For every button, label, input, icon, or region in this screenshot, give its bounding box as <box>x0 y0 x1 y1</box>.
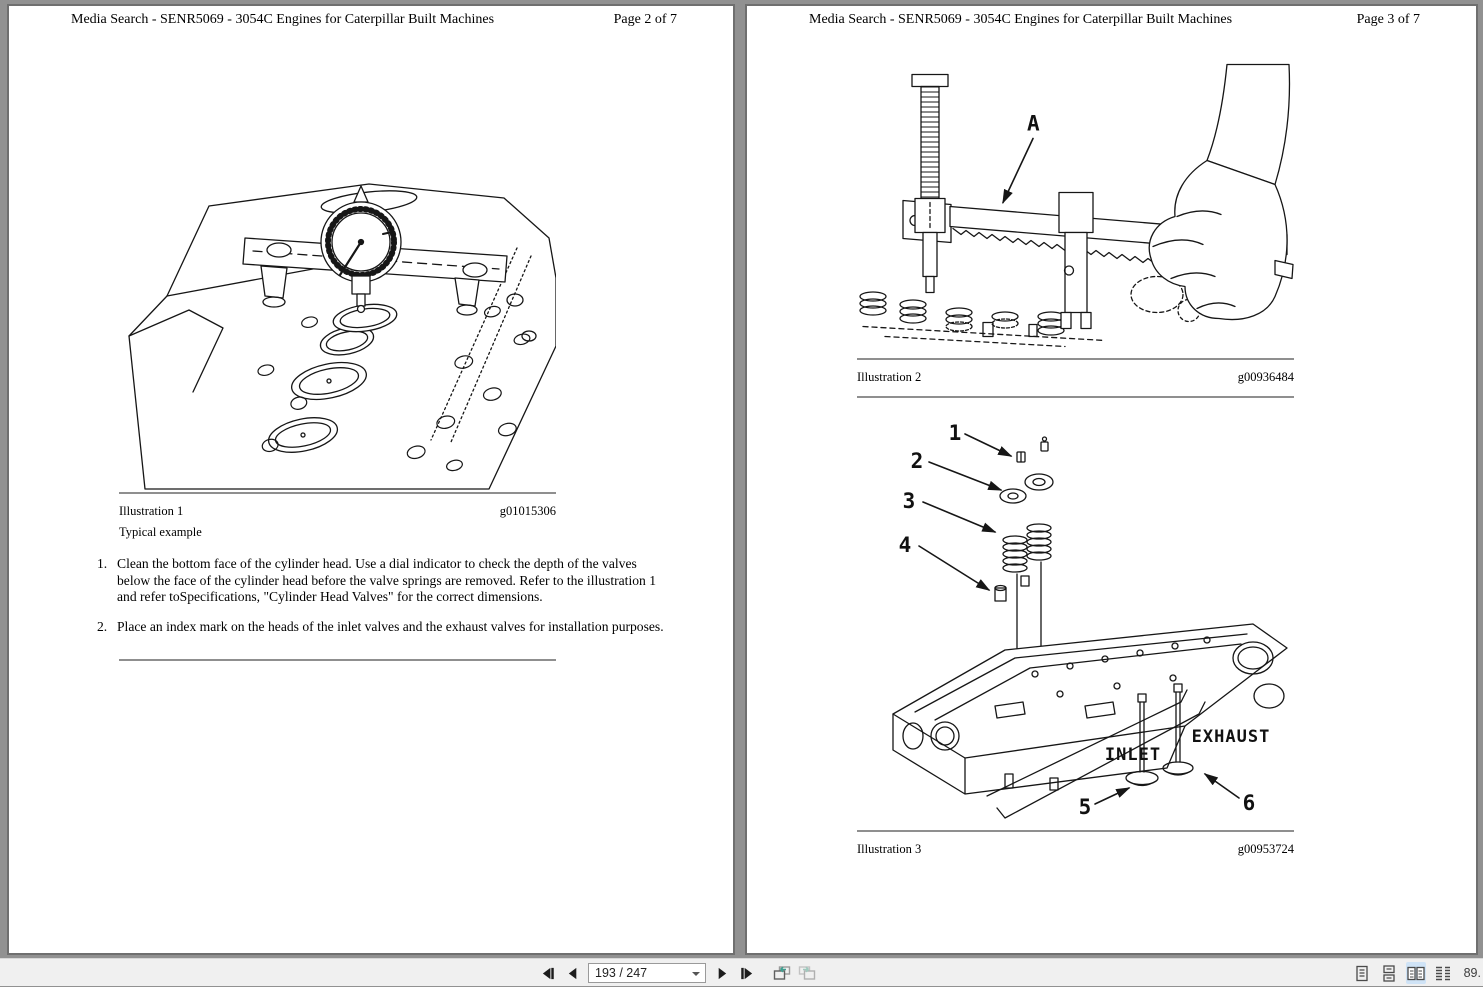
single-page-view-button[interactable] <box>1352 962 1372 984</box>
pdf-viewer-toolbar <box>0 958 1483 986</box>
page-navigation-group <box>538 959 817 987</box>
illustration-2-caption-row <box>857 370 1294 385</box>
callout-2: 2 <box>910 449 924 473</box>
figure-rule <box>119 492 556 494</box>
illustration-3-code: g00953724 <box>1237 842 1294 856</box>
document-page-3 <box>745 4 1478 955</box>
callout-4: 4 <box>898 533 912 557</box>
next-view-button[interactable] <box>797 963 817 983</box>
step-1-number: 1. <box>97 556 108 571</box>
zoom-level-text: 89. <box>1463 966 1481 980</box>
view-mode-group <box>1352 959 1483 987</box>
section-rule <box>119 659 556 661</box>
inlet-label: INLET <box>1104 745 1162 765</box>
callout-5: 5 <box>1078 795 1092 819</box>
figure-rule <box>857 358 1294 360</box>
callout-3: 3 <box>902 489 916 513</box>
previous-view-button[interactable] <box>772 963 792 983</box>
page-dropdown-caret-icon[interactable] <box>692 972 700 976</box>
page-header-title: Media Search - SENR5069 - 3054C Engines for Caterpillar Built Machines <box>809 12 1233 27</box>
page-number-box <box>588 963 706 983</box>
facing-continuous-view-button[interactable] <box>1433 962 1453 984</box>
callout-6: 6 <box>1242 791 1256 815</box>
illustration-3-caption-row <box>857 842 1294 857</box>
last-page-button[interactable] <box>736 963 756 983</box>
page-header-pagenum: Page 3 of 7 <box>1356 12 1420 27</box>
page-3-header <box>809 12 1420 28</box>
step-2 <box>97 619 669 636</box>
figure-rule <box>857 830 1294 832</box>
document-page-2 <box>7 4 735 955</box>
step-1 <box>97 556 669 606</box>
illustration-1-caption-row <box>119 504 556 519</box>
illustration-1-code: g01015306 <box>499 504 556 518</box>
step-1-text: Clean the bottom face of the cylinder head. Use a dial indicator to check the depth of the valves below the face of the cylinder head before the valve springs are removed. Refer to the illustration 1 and refer toSpecifications, "Cylinder Head Valves" for the correct dimensions. <box>117 556 657 605</box>
illustration-3-label: Illustration 3 <box>857 842 922 856</box>
illustration-3-drawing <box>855 406 1295 830</box>
facing-pages-view-button[interactable] <box>1406 962 1426 984</box>
page-2-header <box>71 12 677 28</box>
next-page-button[interactable] <box>711 963 731 983</box>
page-number-input[interactable] <box>589 965 687 981</box>
illustration-1-label: Illustration 1 <box>119 504 184 518</box>
exhaust-label: EXHAUST <box>1191 727 1271 747</box>
previous-page-button[interactable] <box>563 963 583 983</box>
figure-rule <box>857 396 1294 398</box>
callout-1: 1 <box>948 421 962 445</box>
page-header-title: Media Search - SENR5069 - 3054C Engines for Caterpillar Built Machines <box>71 12 495 27</box>
illustration-2-code: g00936484 <box>1237 370 1294 384</box>
illustration-1-drawing <box>119 178 556 490</box>
illustration-2-drawing <box>855 62 1295 354</box>
step-2-number: 2. <box>97 619 108 634</box>
illustration-2-label: Illustration 2 <box>857 370 922 384</box>
continuous-view-button[interactable] <box>1379 962 1399 984</box>
illustration-2-annotation-a: A <box>1027 111 1040 136</box>
page-header-pagenum: Page 2 of 7 <box>613 12 677 27</box>
illustration-1-subcaption: Typical example <box>119 525 202 539</box>
first-page-button[interactable] <box>538 963 558 983</box>
step-2-text: Place an index mark on the heads of the inlet valves and the exhaust valves for installation purposes. <box>117 619 664 634</box>
